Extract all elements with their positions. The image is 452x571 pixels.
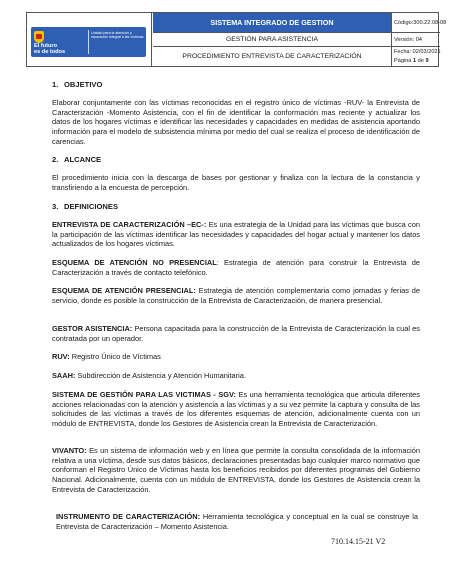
- header-title-cell: [153, 13, 391, 67]
- definition-item: [52, 324, 420, 343]
- footer-form-code: 710.14.15-21 V2: [331, 537, 386, 546]
- definition-item: [52, 352, 420, 362]
- definition-item: [52, 390, 420, 429]
- definition-term: VIVANTO:: [52, 446, 87, 455]
- definition-item: [52, 371, 420, 381]
- definition-term: ENTREVISTA DE CARACTERIZACIÓN –EC-:: [52, 220, 207, 229]
- alcance-paragraph: El procedimiento inicia con la descarga de bases por gestionar y finaliza con la lectura de la constancia y transfiriendo a la encuesta de percepción.: [52, 173, 420, 192]
- document-date: Fecha: 02/03/2021: [394, 49, 441, 55]
- coat-of-arms-icon: [34, 31, 44, 43]
- definition-text: Es una estrategia de la Unidad para las víctimas que busca con la participación de las víctimas identificar las necesidades y capacidades del hogar actual y mantener los datos actualizados de los hogares víctimas.: [52, 220, 420, 249]
- unidad-victimas-logo: [31, 27, 146, 57]
- document-version: Versión: 04: [392, 33, 440, 47]
- definition-text: Persona capacitada para la construcción de la Entrevista de Caracterización la cual es contratada por un operador.: [52, 324, 420, 343]
- definition-text: Estrategia de atención complementaria como jornadas y ferias de servicio, donde es posible la construcción de la Entrevista de Caracterización, de manera presencial.: [52, 286, 420, 305]
- document-header: [26, 12, 447, 67]
- section-heading-objetivo: 1. OBJETIVO: [52, 80, 103, 89]
- definition-text: : Estrategia de atención para construir la Entrevista de Caracterización a través de contacto telefónico.: [52, 258, 420, 277]
- definition-term: SISTEMA DE GESTIÓN PARA LAS VICTIMAS - SGV:: [52, 390, 237, 399]
- definition-term: ESQUEMA DE ATENCIÓN PRESENCIAL:: [52, 286, 196, 295]
- logo-slogan: El futuro es de todos: [34, 43, 66, 55]
- definition-term: RUV:: [52, 352, 70, 361]
- definition-item: [52, 220, 420, 249]
- logo-divider: [88, 30, 89, 54]
- definition-text: Es un sistema de información web y en línea que permite la consulta consolidada de la información relativa a una víctima, desde sus datos básicos, declaraciones presentadas bajo cualquier marco normativo que conforman el Registro Único de Víctimas hasta los beneficios recibidos por diferentes programas del Gobierno Nacional. Adicionalmente, cuenta con un módulo de ENTREVISTA, donde los Gestores de Asistencia crean la Entrevista de Caracterización.: [52, 446, 420, 494]
- page-indicator: Página 1 de 9: [394, 58, 429, 64]
- definition-item: [56, 512, 418, 531]
- logo-tagline: Unidad para la atención y reparación integral a las víctimas: [91, 31, 144, 40]
- definition-item: [52, 446, 420, 495]
- header-meta-cell: [391, 13, 447, 67]
- system-title: SISTEMA INTEGRADO DE GESTION: [153, 13, 391, 33]
- logo-cell: [27, 13, 152, 67]
- definition-text: Es una herramienta tecnológica que articula diferentes acciones relacionadas con la atención y asistencia a las víctimas y a su vez permite la captura y consulta de las solicitudes de las víctimas a través de los diferentes esquemas de atención, adicionalmente cuenta con un módulo de ENTREVISTA, donde los Gestores de Asistencia crean la Entrevista de Caracterización.: [52, 390, 420, 429]
- definition-text: Subdirección de Asistencia y Atención Humanitaria.: [75, 371, 246, 380]
- definition-term: GESTOR ASISTENCIA:: [52, 324, 133, 333]
- definition-item: [52, 286, 420, 305]
- definition-text: Registro Único de Víctimas: [69, 352, 161, 361]
- process-title: GESTIÓN PARA ASISTENCIA: [153, 33, 391, 47]
- definition-term: INSTRUMENTO DE CARACTERIZACIÓN:: [56, 512, 201, 521]
- definition-text: Herramienta tecnológica y conceptual en la cual se construye la Entrevista de Caracterización – Momento Asistencia.: [56, 512, 418, 531]
- section-heading-alcance: 2. ALCANCE: [52, 155, 102, 164]
- objetivo-paragraph: Elaborar conjuntamente con las víctimas reconocidas en el registro único de víctimas -RUV- la Entrevista de Caracterización -Momento Asistencia, con el fin de identificar la conformación mas reciente y actualizar los datos de los hogares víctimas e identificar las necesidades y capacidades en medidas de asistencia aportando información para el modelo de subsistencia mínima por medio del cual se realiza el proceso de identificación de carencias.: [52, 98, 420, 146]
- definition-term: SAAH:: [52, 371, 76, 380]
- document-code: Código:300.22.08-08: [392, 13, 440, 33]
- definition-item: [52, 258, 420, 277]
- procedure-title: PROCEDIMIENTO ENTREVISTA DE CARACTERIZACIÓN: [182, 53, 362, 60]
- section-heading-definiciones: 3. DEFINICIONES: [52, 202, 119, 211]
- definition-term: ESQUEMA DE ATENCIÓN NO PRESENCIAL: [52, 258, 217, 267]
